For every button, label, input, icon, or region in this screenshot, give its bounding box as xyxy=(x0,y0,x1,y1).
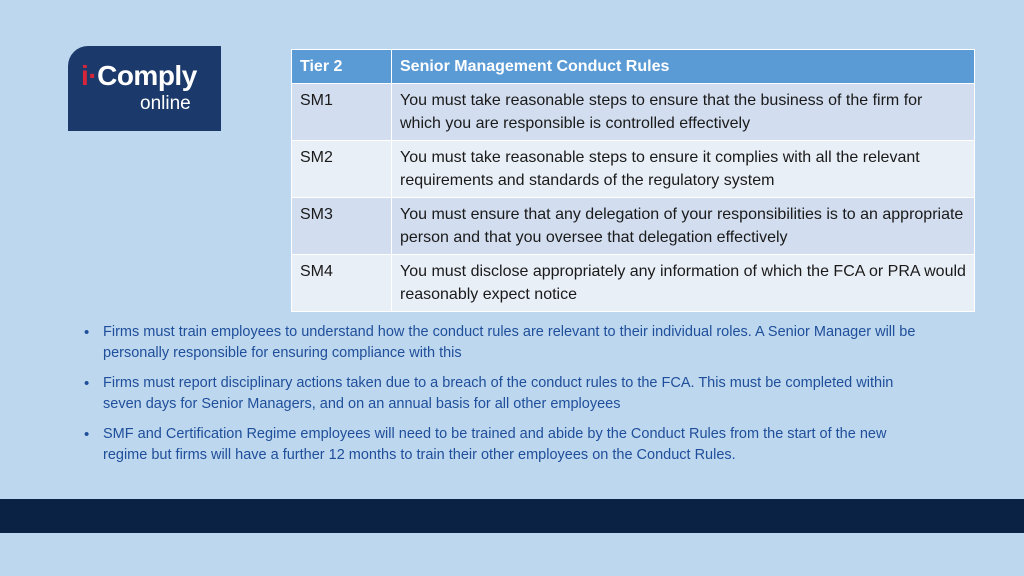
list-item xyxy=(84,322,924,364)
logo-brand xyxy=(81,62,197,90)
conduct-rules-table xyxy=(291,49,975,312)
rule-text: You must disclose appropriately any information of which the FCA or PRA would reasonably expect notice xyxy=(392,255,975,312)
bullet-icon: • xyxy=(84,426,90,443)
footer-band xyxy=(0,499,1024,533)
rule-code: SM1 xyxy=(292,84,392,141)
bullet-text: SMF and Certification Regime employees will need to be trained and abide by the Conduct Rules from the start of the new regime but firms will have a further 12 months to train their other employees on the Conduct Rules. xyxy=(103,426,887,463)
notes-bullet-list xyxy=(84,322,924,475)
header-tier: Tier 2 xyxy=(292,50,392,84)
logo-brand-separator: · xyxy=(88,60,98,91)
table-row xyxy=(292,198,975,255)
logo-brand-prefix: i xyxy=(81,60,89,91)
list-item xyxy=(84,424,924,466)
rule-text: You must ensure that any delegation of your responsibilities is to an appropriate person and that you oversee that delegation effectively xyxy=(392,198,975,255)
i-comply-logo xyxy=(68,46,221,131)
list-item xyxy=(84,373,924,415)
rule-code: SM3 xyxy=(292,198,392,255)
bullet-icon: • xyxy=(84,375,90,392)
rule-code: SM4 xyxy=(292,255,392,312)
table-row xyxy=(292,141,975,198)
bullet-text: Firms must train employees to understand how the conduct rules are relevant to their individual roles. A Senior Manager will be personally responsible for ensuring compliance with this xyxy=(103,324,916,361)
logo-brand-name: Comply xyxy=(97,60,197,91)
rule-code: SM2 xyxy=(292,141,392,198)
rule-text: You must take reasonable steps to ensure that the business of the firm for which you are responsible is controlled effectively xyxy=(392,84,975,141)
header-rules: Senior Management Conduct Rules xyxy=(392,50,975,84)
bullet-text: Firms must report disciplinary actions taken due to a breach of the conduct rules to the FCA. This must be completed within seven days for Senior Managers, and on an annual basis for all other employees xyxy=(103,375,894,412)
rule-text: You must take reasonable steps to ensure it complies with all the relevant requirements and standards of the regulatory system xyxy=(392,141,975,198)
logo-brand-sub: online xyxy=(140,93,191,114)
table-header-row xyxy=(292,50,975,84)
table-row xyxy=(292,255,975,312)
bullet-icon: • xyxy=(84,324,90,341)
table-row xyxy=(292,84,975,141)
